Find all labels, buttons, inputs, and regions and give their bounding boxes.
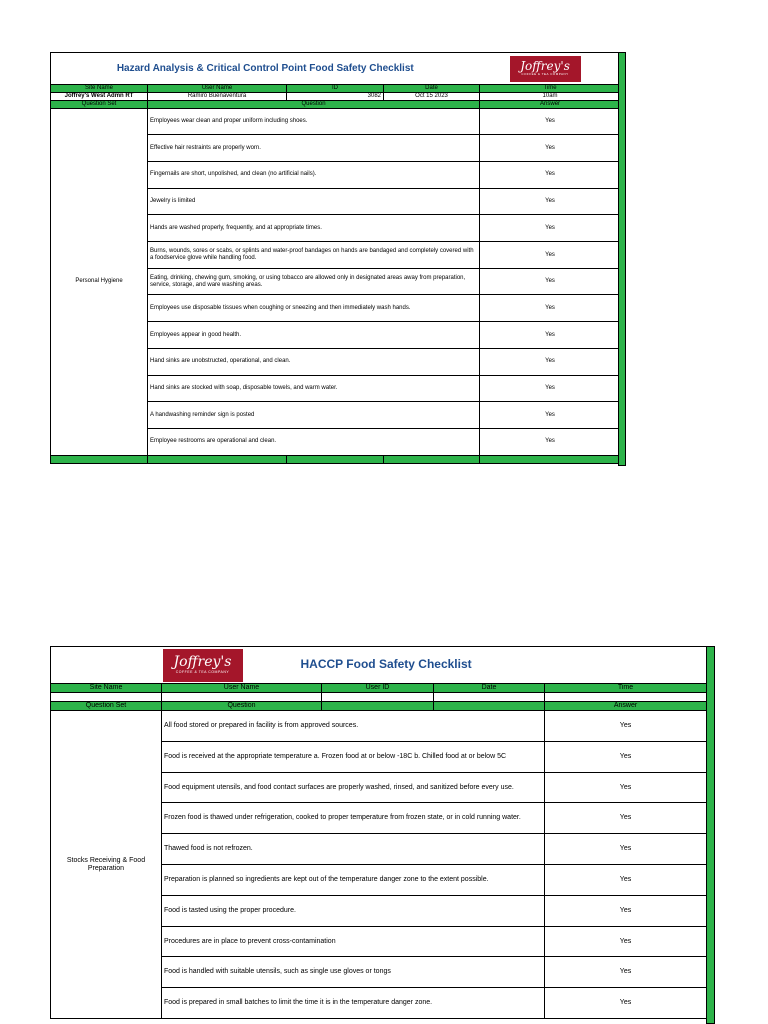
question-cell: Employee restrooms are operational and clean.	[148, 428, 480, 455]
value-site-name: Joffrey's West Admn RT	[51, 92, 148, 100]
table-row	[51, 108, 621, 135]
question-cell: Employees wear clean and proper uniform including shoes.	[148, 108, 480, 135]
value-user-id	[322, 693, 434, 702]
value-id: 3082	[287, 92, 384, 100]
answer-cell: Yes	[480, 135, 621, 162]
question-cell: Employees use disposable tissues when coughing or sneezing and then immediately wash hands.	[148, 295, 480, 322]
answer-cell: Yes	[545, 957, 707, 988]
subheader-question: Question	[162, 702, 322, 711]
checklist-2-title: HACCP Food Safety Checklist	[300, 657, 472, 672]
header-site-name: Site Name	[51, 684, 162, 693]
question-cell: Procedures are in place to prevent cross-contamination	[162, 926, 545, 957]
answer-cell: Yes	[545, 988, 707, 1019]
question-cell: Food equipment utensils, and food contact surfaces are properly washed, rinsed, and sanitized before every use.	[162, 772, 545, 803]
subheader-answer: Answer	[545, 702, 707, 711]
answer-cell: Yes	[545, 741, 707, 772]
subheader-answer: Answer	[480, 100, 621, 108]
answer-cell: Yes	[545, 926, 707, 957]
answer-cell: Yes	[480, 215, 621, 242]
checklist-2	[50, 646, 706, 1019]
question-cell: Thawed food is not refrozen.	[162, 834, 545, 865]
header-time: Time	[545, 684, 707, 693]
question-cell: Jewelry is limited	[148, 188, 480, 215]
answer-cell: Yes	[480, 108, 621, 135]
header-user-name: User Name	[162, 684, 322, 693]
subheader-question: Question	[148, 100, 480, 108]
question-cell: Food is handled with suitable utensils, such as single use gloves or tongs	[162, 957, 545, 988]
question-cell: Food is received at the appropriate temperature a. Frozen food at or below -18C b. Chilled food at or below 5C	[162, 741, 545, 772]
checklist-2-right-bar	[706, 646, 715, 1024]
question-cell: Burns, wounds, sores or scabs, or splints and water-proof bandages on hands are bandaged and completely covered with a foodservice glove while handling food.	[148, 242, 480, 269]
question-cell: Effective hair restraints are properly worn.	[148, 135, 480, 162]
header-date: Date	[434, 684, 545, 693]
question-cell: Preparation is planned so ingredients are kept out of the temperature danger zone to the extent possible.	[162, 865, 545, 896]
checklist-1	[50, 52, 620, 464]
answer-cell: Yes	[545, 895, 707, 926]
answer-cell: Yes	[480, 322, 621, 349]
value-time	[545, 693, 707, 702]
subheader-question-set: Question Set	[51, 702, 162, 711]
checklist-2-table	[50, 646, 707, 1019]
question-cell: Employees appear in good health.	[148, 322, 480, 349]
table-row	[51, 711, 707, 742]
question-set-label: Personal Hygiene	[51, 108, 148, 455]
question-cell: Food is prepared in small batches to limit the time it is in the temperature danger zone.	[162, 988, 545, 1019]
question-cell: Hand sinks are stocked with soap, disposable towels, and warm water.	[148, 375, 480, 402]
checklist-1-table	[50, 52, 621, 464]
header-user-id: User ID	[322, 684, 434, 693]
answer-cell: Yes	[480, 295, 621, 322]
answer-cell: Yes	[480, 162, 621, 189]
answer-cell: Yes	[545, 772, 707, 803]
question-cell: Frozen food is thawed under refrigeration, cooked to proper temperature from frozen state, or in cold running water.	[162, 803, 545, 834]
header-time: Time	[480, 85, 621, 93]
header-site-name: Site Name	[51, 85, 148, 93]
question-cell: All food stored or prepared in facility is from approved sources.	[162, 711, 545, 742]
question-cell: Fingernails are short, unpolished, and clean (no artificial nails).	[148, 162, 480, 189]
answer-cell: Yes	[480, 242, 621, 269]
joffreys-logo: Joffrey's COFFEE & TEA COMPANY	[163, 649, 243, 682]
answer-cell: Yes	[545, 803, 707, 834]
answer-cell: Yes	[480, 375, 621, 402]
question-cell: A handwashing reminder sign is posted	[148, 402, 480, 429]
answer-cell: Yes	[545, 711, 707, 742]
question-set-label: Stocks Receiving & Food Preparation	[51, 711, 162, 1019]
header-date: Date	[384, 85, 480, 93]
header-user-name: User Name	[148, 85, 287, 93]
value-date: Oct 15 2023	[384, 92, 480, 100]
checklist-1-title: Hazard Analysis & Critical Control Point Food Safety Checklist	[51, 53, 480, 85]
value-user-name	[162, 693, 322, 702]
answer-cell: Yes	[480, 428, 621, 455]
joffreys-logo: Joffrey's COFFEE & TEA COMPANY	[510, 56, 581, 82]
answer-cell: Yes	[545, 834, 707, 865]
answer-cell: Yes	[480, 188, 621, 215]
value-site-name	[51, 693, 162, 702]
answer-cell: Yes	[480, 268, 621, 295]
answer-cell: Yes	[545, 865, 707, 896]
question-cell: Food is tasted using the proper procedure.	[162, 895, 545, 926]
value-date	[434, 693, 545, 702]
value-time: 10am	[480, 92, 621, 100]
answer-cell: Yes	[480, 402, 621, 429]
question-cell: Hands are washed properly, frequently, and at appropriate times.	[148, 215, 480, 242]
checklist-1-right-bar	[618, 52, 626, 466]
question-cell: Hand sinks are unobstructed, operational, and clean.	[148, 348, 480, 375]
value-user-name: Ramiro Buenaventura	[148, 92, 287, 100]
header-id: ID	[287, 85, 384, 93]
subheader-question-set: Question Set	[51, 100, 148, 108]
answer-cell: Yes	[480, 348, 621, 375]
question-cell: Eating, drinking, chewing gum, smoking, or using tobacco are allowed only in designated areas away from preparation, service, storage, and ware washing areas.	[148, 268, 480, 295]
